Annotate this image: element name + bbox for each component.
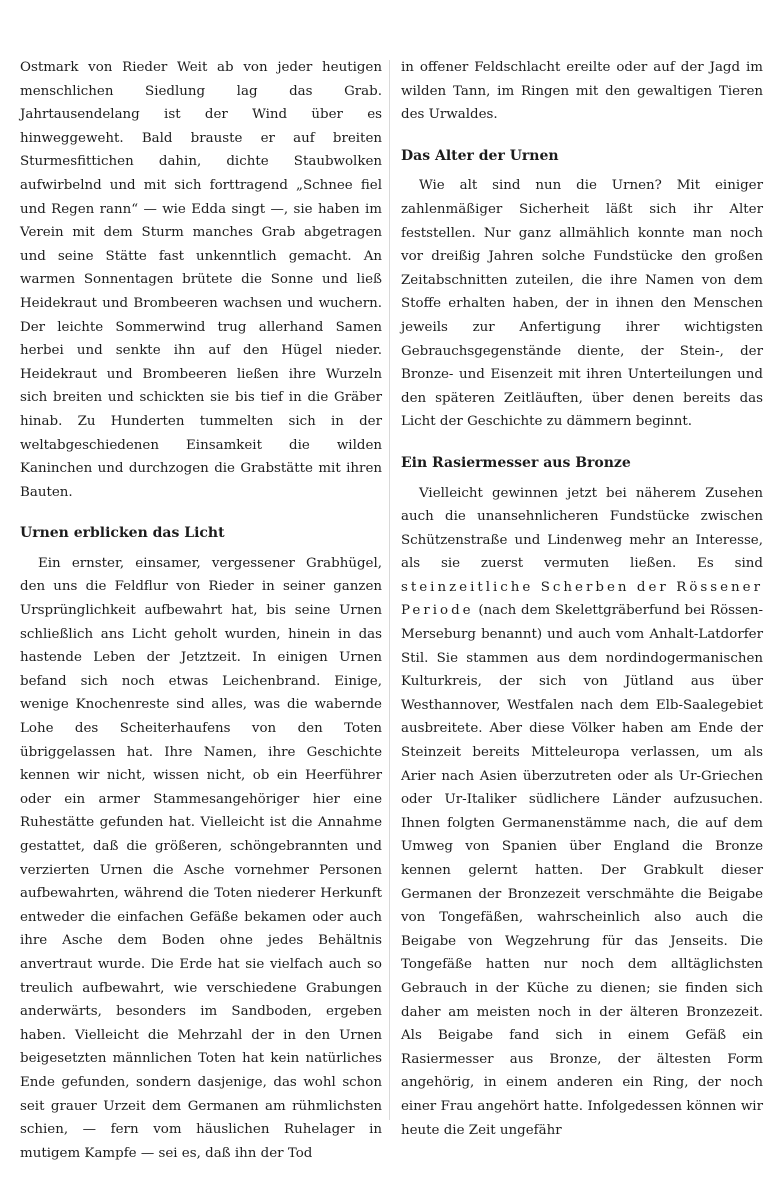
column-gutter [389,60,390,1120]
section-heading-rasiermesser: Ein Rasiermesser aus Bronze [401,454,631,471]
alter-paragraph: Wie alt sind nun die Urnen? Mit einiger zahlenmäßiger Sicherheit läßt sich ihr Alter feststellen. Nur ganz allmählich konnte man noch vor dreißig Jahren solche Fundstücke den großen Zeitabschnitten zuteilen, die ihre Namen von dem Stoffe erhalten haben, der in ihnen den Menschen jeweils zur Anfertigung ihrer wichtigsten Gebrauchsgegenstände diente, der Stein-, der Bronze- und Eisenzeit mit ihren Unterteilungen und den späteren Zeitläuften, über denen bereits das Licht der Geschichte zu dämmern beginnt. [401,178,763,430]
section-heading-urnen: Urnen erblicken das Licht [20,525,225,542]
rasiermesser-paragraph [401,482,763,1143]
rasiermesser-text-part1: Vielleicht gewinnen jetzt bei näherem Zusehen auch die unansehnlicheren Fundstücke zwischen Schützenstraße und Lindenweg mehr an Interesse, als sie zuerst vermuten ließen. Es sind [401,485,763,572]
right-column [401,56,763,1142]
rasiermesser-text-part2: (nach dem Skelettgräberfund bei Rössen-Merseburg benannt) und auch vom Anhalt-Latdorfer Stil. Sie stammen aus dem nordindogermanischen Kulturkreis, der sich von Jütland aus über Westhannover, Westfalen nach dem Elb-Saalegebiet ausbreitete. Aber diese Völker haben am Ende der Steinzeit bereits Mitteleuropa verlassen, um als Arier nach Asien überzutreten oder als Ur-Griechen oder Ur-Italiker südlichere Länder aufzusuchen. Ihnen folgten Germanenstämme nach, die auf dem Umweg von Spanien über England die Bronze kennen gelernt hatten. Der Grabkult dieser Germanen der Bronzezeit verschmähte die Beigabe von Tongefäßen, wahrscheinlich also auch die Beigabe von Wegzehrung für das Jenseits. Die Tongefäße hatten nur noch dem alltäglichsten Gebrauch in der Küche zu dienen; sie finden sich daher am meisten noch in der älteren Bronzezeit. Als Beigabe fand sich in einem Gefäß ein Rasiermesser aus Bronze, der ältesten Form angehörig, in einem anderen ein Ring, der noch einer Frau angehört hatte. Infolgedessen können wir heute die Zeit ungefähr [401,603,763,1138]
left-column [20,56,382,1165]
intro-paragraph: Ostmark von Rieder Weit ab von jeder heutigen menschlichen Siedlung lag das Grab. Jahrtausendelang ist der Wind über es hinweggeweht. Bald brauste er auf breiten Sturmesfittichen dahin, dichte Staubwolken aufwirbelnd und mit sich forttragend „Schnee fiel und Regen rann“ — wie Edda singt —, sie haben im Verein mit dem Sturm manches Grab abgetragen und seine Stätte fast unkenntlich gemacht. An warmen Sonnentagen brütete die Sonne und ließ Heidekraut und Brombeeren wachsen und wuchern. Der leichte Sommerwind trug allerhand Samen herbei und senkte ihn auf den Hügel nieder. Heidekraut und Brombeeren ließen ihre Wurzeln sich breiten und schickten sie bis tief in die Gräber hinab. Zu Hunderten tummelten sich in der weltabgeschiedenen Einsamkeit die wilden Kaninchen und durchzogen die Grabstätte mit ihren Bauten. [20,60,382,500]
spaced-term: steinzeitliche Scherben der Rössener Periode [401,579,763,619]
continuation-paragraph: in offener Feldschlacht ereilte oder auf der Jagd im wilden Tann, im Ringen mit den gewaltigen Tieren des Urwaldes. [401,60,763,123]
section-heading-alter: Das Alter der Urnen [401,147,559,164]
urnen-paragraph: Ein ernster, einsamer, vergessener Grabhügel, den uns die Feldflur von Rieder in seiner ganzen Ursprünglichkeit aufbewahrt hat, bis seine Urnen schließlich ans Licht geholt wurden, hinein in das hastende Leben der Jetztzeit. In einigen Urnen befand sich noch etwas Leichenbrand. Einige, wenige Knochenreste sind alles, was die wabernde Lohe des Scheiterhaufens von den Toten übriggelassen hat. Ihre Namen, ihre Geschichte kennen wir nicht, wissen nicht, ob ein Heerführer oder ein armer Stammesangehöriger hier eine Ruhestätte gefunden hat. Vielleicht ist die Annahme gestattet, daß die größeren, schöngebrannten und verzierten Urnen die Asche vornehmer Personen aufbewahrten, während die Toten niederer Herkunft entweder die einfachen Gefäße bekamen oder auch ihre Asche dem Boden ohne jedes Behältnis anvertraut wurde. Die Erde hat sie vielfach auch so treulich aufbewahrt, wie verschiedene Grabungen anderwärts, besonders im Sandboden, ergeben haben. Vielleicht die Mehrzahl der in den Urnen beigesetzten männlichen Toten hat kein natürliches Ende gefunden, sondern dasjenige, das wohl schon seit grauer Urzeit dem Germanen am rühmlichsten schien, — fern vom häuslichen Ruhelager in mutigem Kampfe — sei es, daß ihn der Tod [20,555,382,1161]
